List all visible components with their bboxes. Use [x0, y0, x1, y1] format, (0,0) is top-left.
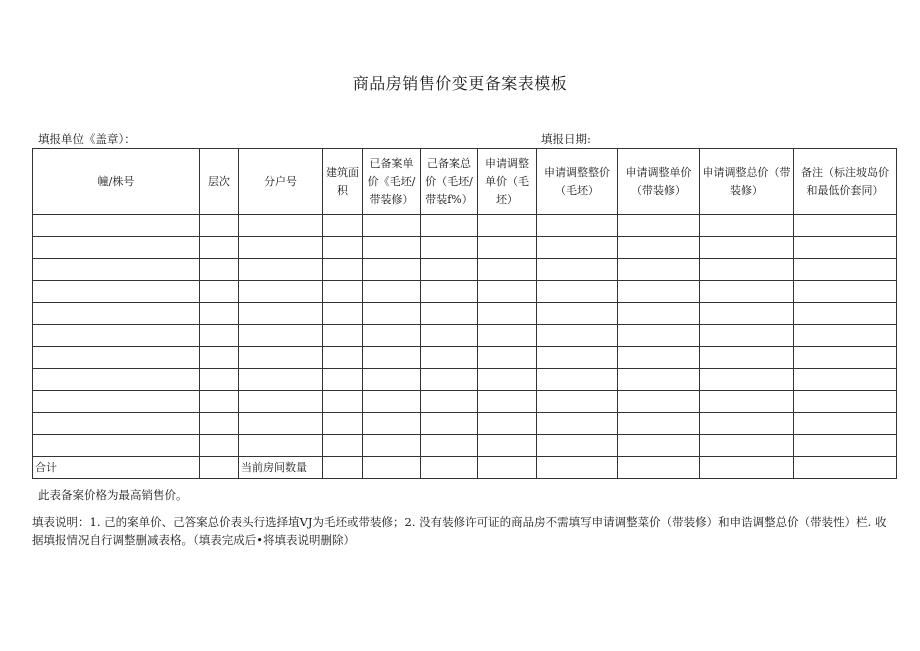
table-cell[interactable]	[537, 303, 618, 325]
table-cell[interactable]	[700, 237, 794, 259]
table-cell[interactable]	[363, 281, 421, 303]
table-cell[interactable]	[239, 281, 323, 303]
header-building-no: 幢/株号	[33, 149, 200, 215]
table-cell[interactable]	[323, 413, 363, 435]
table-cell[interactable]	[537, 281, 618, 303]
price-change-record-table	[32, 148, 897, 479]
table-cell[interactable]	[200, 259, 239, 281]
table-cell[interactable]	[323, 347, 363, 369]
table-cell[interactable]	[421, 391, 478, 413]
table-cell[interactable]	[618, 391, 700, 413]
table-cell[interactable]	[794, 325, 897, 347]
table-cell[interactable]	[200, 237, 239, 259]
filling-unit-label: 填报单位《盖章）：	[38, 132, 136, 146]
table-row	[33, 435, 897, 457]
table-cell[interactable]	[537, 435, 618, 457]
table-cell[interactable]	[363, 413, 421, 435]
table-cell[interactable]	[239, 303, 323, 325]
current-units-label: 当前房间数量	[239, 457, 323, 479]
table-cell[interactable]	[618, 413, 700, 435]
table-cell[interactable]	[794, 259, 897, 281]
table-cell[interactable]	[33, 413, 200, 435]
table-cell[interactable]	[33, 347, 200, 369]
table-cell[interactable]	[323, 369, 363, 391]
table-cell[interactable]	[618, 237, 700, 259]
table-cell[interactable]	[33, 215, 200, 237]
header-recorded-total-price: 己备案总价（毛坯/带装f%）	[421, 149, 478, 215]
table-cell[interactable]	[239, 259, 323, 281]
table-cell[interactable]	[700, 413, 794, 435]
table-cell[interactable]	[239, 413, 323, 435]
table-cell[interactable]	[421, 325, 478, 347]
table-cell[interactable]	[239, 347, 323, 369]
table-row	[33, 303, 897, 325]
table-cell[interactable]	[618, 281, 700, 303]
table-cell[interactable]	[537, 369, 618, 391]
table-cell[interactable]	[478, 303, 537, 325]
table-cell[interactable]	[239, 325, 323, 347]
table-cell[interactable]	[618, 435, 700, 457]
table-cell[interactable]	[33, 303, 200, 325]
table-row	[33, 347, 897, 369]
table-cell[interactable]	[33, 237, 200, 259]
table-row	[33, 237, 897, 259]
table-row	[33, 391, 897, 413]
table-cell[interactable]	[700, 281, 794, 303]
table-cell[interactable]	[33, 325, 200, 347]
table-cell[interactable]	[478, 391, 537, 413]
header-floor: 层次	[200, 149, 239, 215]
table-cell[interactable]	[323, 259, 363, 281]
header-requested-unit-price-furnished: 申请调整单价（带装修）	[618, 149, 700, 215]
table-cell[interactable]	[700, 457, 794, 479]
table-cell[interactable]	[700, 435, 794, 457]
table-cell[interactable]	[363, 303, 421, 325]
table-cell[interactable]	[323, 215, 363, 237]
table-cell[interactable]	[700, 391, 794, 413]
note-max-price: 此表备案价格为最高销售价。	[38, 488, 188, 502]
header-requested-unit-price-bare: 申请调整单价（毛坯）	[478, 149, 537, 215]
table-cell[interactable]	[421, 435, 478, 457]
table-cell[interactable]	[478, 413, 537, 435]
document-title: 商品房销售价变更备案表模板	[352, 74, 568, 93]
table-cell[interactable]	[421, 303, 478, 325]
table-cell[interactable]	[200, 281, 239, 303]
table-row	[33, 413, 897, 435]
table-row	[33, 281, 897, 303]
table-cell[interactable]	[700, 303, 794, 325]
table-cell[interactable]	[700, 347, 794, 369]
header-row	[33, 149, 897, 215]
table-cell[interactable]	[200, 413, 239, 435]
table-cell[interactable]	[33, 435, 200, 457]
table-cell[interactable]	[239, 435, 323, 457]
table-cell[interactable]	[700, 325, 794, 347]
table-cell[interactable]	[33, 259, 200, 281]
table-cell[interactable]	[239, 237, 323, 259]
table-cell[interactable]	[239, 215, 323, 237]
table-row	[33, 325, 897, 347]
table-cell[interactable]	[421, 281, 478, 303]
table-cell[interactable]	[537, 325, 618, 347]
table-cell[interactable]	[618, 369, 700, 391]
table-cell[interactable]	[478, 215, 537, 237]
table-cell[interactable]	[794, 369, 897, 391]
table-cell[interactable]	[618, 259, 700, 281]
header-requested-total-price-bare: 申请调整整价（毛坯）	[537, 149, 618, 215]
header-recorded-unit-price: 已备案单价《毛坯/带装修）	[363, 149, 421, 215]
table-row	[33, 215, 897, 237]
table-cell[interactable]	[537, 391, 618, 413]
table-cell[interactable]	[478, 347, 537, 369]
table-cell[interactable]	[33, 391, 200, 413]
filling-instructions: 填表说明：1. 己的案单价、己答案总价表头行选择埴VJ为毛坯或带装修；2. 没有装修许可证的商品房不需填写申请调整菜价（带装修）和申诰调整总价（带装性）栏. 收据填报情况自行调整删减表格。（填表完成后•将填表说明删除）	[32, 515, 887, 547]
table-row	[33, 259, 897, 281]
table-cell[interactable]	[200, 325, 239, 347]
table-cell[interactable]	[794, 391, 897, 413]
table-cell[interactable]	[794, 435, 897, 457]
table-cell[interactable]	[478, 281, 537, 303]
table-cell[interactable]	[794, 413, 897, 435]
table-cell[interactable]	[478, 259, 537, 281]
table-cell[interactable]	[363, 237, 421, 259]
table-cell[interactable]	[421, 215, 478, 237]
table-total-row	[33, 457, 897, 479]
table-cell[interactable]	[537, 237, 618, 259]
table-cell[interactable]	[363, 457, 421, 479]
table-cell[interactable]	[421, 457, 478, 479]
table-cell[interactable]	[200, 215, 239, 237]
table-cell[interactable]	[618, 325, 700, 347]
table-cell[interactable]	[618, 303, 700, 325]
table-cell[interactable]	[323, 237, 363, 259]
header-unit-no: 分户号	[239, 149, 323, 215]
header-floor-area: 建筑面积	[323, 149, 363, 215]
table-cell[interactable]	[239, 369, 323, 391]
table-row	[33, 369, 897, 391]
table-cell[interactable]	[363, 391, 421, 413]
table-cell[interactable]	[537, 457, 618, 479]
table-cell[interactable]	[794, 457, 897, 479]
table-cell[interactable]	[421, 347, 478, 369]
table-cell[interactable]	[794, 215, 897, 237]
table-cell[interactable]	[363, 369, 421, 391]
table-cell[interactable]	[478, 369, 537, 391]
table-cell[interactable]	[323, 391, 363, 413]
table-cell[interactable]	[421, 259, 478, 281]
table-cell[interactable]	[323, 325, 363, 347]
table-cell[interactable]	[200, 303, 239, 325]
table-cell[interactable]	[537, 347, 618, 369]
table-cell[interactable]	[200, 457, 239, 479]
table-cell[interactable]	[478, 435, 537, 457]
table-cell[interactable]	[363, 325, 421, 347]
table-cell[interactable]	[323, 457, 363, 479]
table-cell[interactable]	[239, 391, 323, 413]
filling-date-label: 填报日期:	[541, 132, 591, 146]
total-label: 合计	[33, 457, 200, 479]
table-cell[interactable]	[794, 347, 897, 369]
table-cell[interactable]	[618, 215, 700, 237]
table-body	[33, 215, 897, 479]
table-cell[interactable]	[33, 281, 200, 303]
table-cell[interactable]	[200, 435, 239, 457]
table-cell[interactable]	[363, 259, 421, 281]
table-cell[interactable]	[478, 325, 537, 347]
header-remarks: 备注（标注坡岛价和最低价套同）	[794, 149, 897, 215]
header-requested-total-price-furnished: 申请调整总价（带装修）	[700, 149, 794, 215]
table-cell[interactable]	[421, 369, 478, 391]
table-cell[interactable]	[421, 237, 478, 259]
table-cell[interactable]	[700, 369, 794, 391]
table-cell[interactable]	[700, 259, 794, 281]
table-cell[interactable]	[323, 281, 363, 303]
table-cell[interactable]	[363, 215, 421, 237]
table-cell[interactable]	[323, 303, 363, 325]
table-cell[interactable]	[700, 215, 794, 237]
table-cell[interactable]	[33, 369, 200, 391]
table-cell[interactable]	[200, 347, 239, 369]
table-cell[interactable]	[537, 215, 618, 237]
table-cell[interactable]	[794, 303, 897, 325]
table-cell[interactable]	[200, 369, 239, 391]
table-cell[interactable]	[421, 413, 478, 435]
table-cell[interactable]	[478, 237, 537, 259]
table-cell[interactable]	[363, 435, 421, 457]
table-cell[interactable]	[537, 259, 618, 281]
table-cell[interactable]	[478, 457, 537, 479]
table-cell[interactable]	[794, 237, 897, 259]
table-cell[interactable]	[363, 347, 421, 369]
table-cell[interactable]	[618, 347, 700, 369]
table-cell[interactable]	[618, 457, 700, 479]
table-cell[interactable]	[537, 413, 618, 435]
table-cell[interactable]	[323, 435, 363, 457]
table-cell[interactable]	[200, 391, 239, 413]
table-cell[interactable]	[794, 281, 897, 303]
